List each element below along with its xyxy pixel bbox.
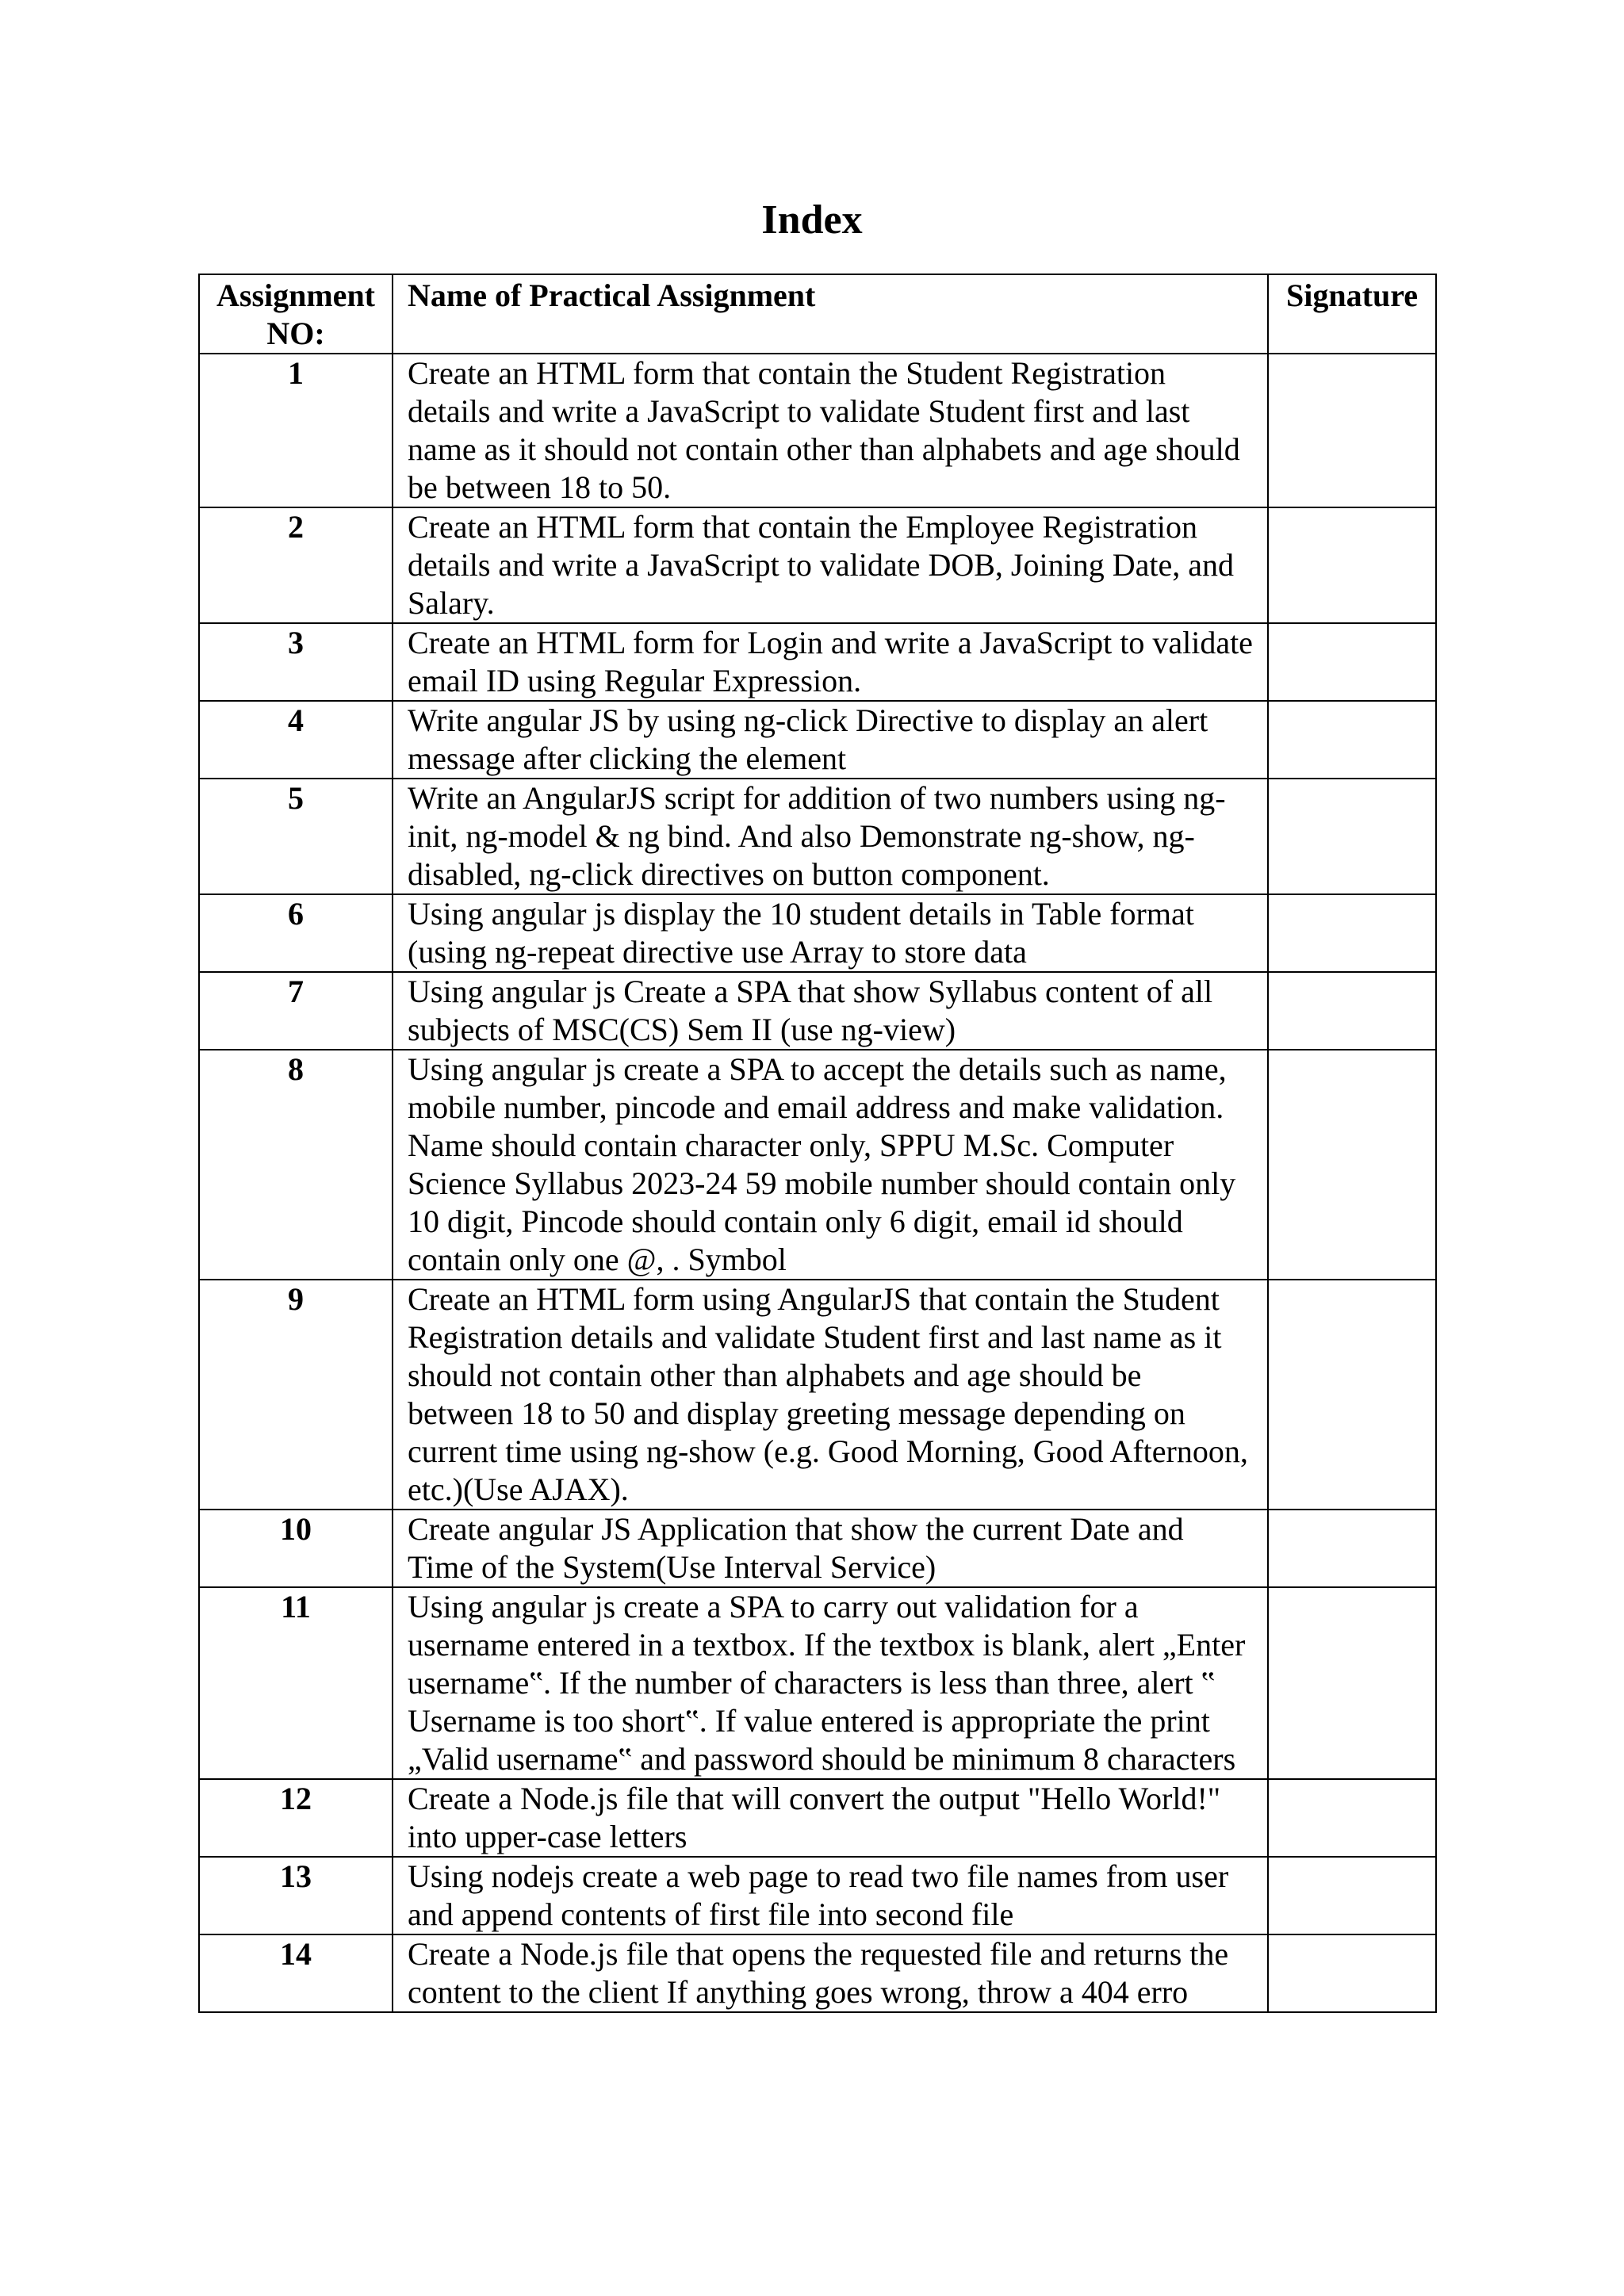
table-row [199,507,1436,623]
page-title: Index [761,197,863,243]
table-row [199,1050,1436,1280]
assignment-name: Using angular js display the 10 student details in Table format (using ng-repeat directive use Array to store data [393,894,1268,972]
assignment-name: Using nodejs create a web page to read two file names from user and append contents of first file into second file [393,1857,1268,1934]
signature-cell [1268,354,1436,507]
assignment-name: Create a Node.js file that opens the requested file and returns the content to the client If anything goes wrong, throw a 404 erro [393,1934,1268,2012]
signature-cell [1268,1510,1436,1587]
signature-cell [1268,1050,1436,1280]
signature-cell [1268,779,1436,894]
header-assignment-no: Assignment NO: [199,274,393,354]
signature-cell [1268,1779,1436,1857]
table-row [199,623,1436,701]
table-row [199,1587,1436,1779]
signature-cell [1268,1857,1436,1934]
table-row [199,779,1436,894]
table-row [199,1934,1436,2012]
table-row [199,1280,1436,1510]
assignment-number: 5 [199,779,393,894]
assignment-name: Create an HTML form using AngularJS that contain the Student Registration details and validate Student first and last name as it should not contain other than alphabets and age should be between 18 to 50 and display greeting message depending on current time using ng-show (e.g. Good Morning, Good Afternoon, etc.)(Use AJAX). [393,1280,1268,1510]
table-row [199,354,1436,507]
assignment-name: Write an AngularJS script for addition of two numbers using ng-init, ng-model & ng bind. And also Demonstrate ng-show, ng-disabled, ng-click directives on button component. [393,779,1268,894]
table-row [199,1510,1436,1587]
assignment-name: Create an HTML form that contain the Employee Registration details and write a JavaScript to validate DOB, Joining Date, and Salary. [393,507,1268,623]
table-row [199,894,1436,972]
assignment-number: 2 [199,507,393,623]
assignment-number: 4 [199,701,393,779]
assignment-name: Create a Node.js file that will convert the output "Hello World!" into upper-case letters [393,1779,1268,1857]
assignment-number: 13 [199,1857,393,1934]
assignment-name: Using angular js Create a SPA that show Syllabus content of all subjects of MSC(CS) Sem II (use ng-view) [393,972,1268,1050]
assignment-number: 7 [199,972,393,1050]
assignment-name: Using angular js create a SPA to accept the details such as name, mobile number, pincode and email address and make validation. Name should contain character only, SPPU M.Sc. Computer Science Syllabus 2023-24 59 mobile number should contain only 10 digit, Pincode should contain only 6 digit, email id should contain only one @, . Symbol [393,1050,1268,1280]
assignment-number: 3 [199,623,393,701]
assignment-number: 1 [199,354,393,507]
assignment-number: 11 [199,1587,393,1779]
signature-cell [1268,894,1436,972]
signature-cell [1268,1587,1436,1779]
signature-cell [1268,972,1436,1050]
assignment-number: 8 [199,1050,393,1280]
table-row [199,1779,1436,1857]
signature-cell [1268,1280,1436,1510]
assignment-name: Create an HTML form that contain the Student Registration details and write a JavaScript to validate Student first and last name as it should not contain other than alphabets and age should be between 18 to 50. [393,354,1268,507]
assignment-number: 10 [199,1510,393,1587]
assignment-number: 14 [199,1934,393,2012]
assignment-name: Create angular JS Application that show the current Date and Time of the System(Use Interval Service) [393,1510,1268,1587]
table-row [199,1857,1436,1934]
header-practical-name: Name of Practical Assignment [393,274,1268,354]
assignment-number: 6 [199,894,393,972]
assignment-index-table [198,274,1437,2013]
assignment-name: Using angular js create a SPA to carry out validation for a username entered in a textbox. If the textbox is blank, alert „Enter username‟. If the number of characters is less than three, alert ‟ Username is too short‟. If value entered is appropriate the print „Valid username‟ and password should be minimum 8 characters [393,1587,1268,1779]
assignment-name: Create an HTML form for Login and write a JavaScript to validate email ID using Regular Expression. [393,623,1268,701]
assignment-number: 12 [199,1779,393,1857]
table-row [199,972,1436,1050]
signature-cell [1268,1934,1436,2012]
header-signature: Signature [1268,274,1436,354]
assignment-name: Write angular JS by using ng-click Directive to display an alert message after clicking the element [393,701,1268,779]
table-row [199,701,1436,779]
signature-cell [1268,623,1436,701]
assignment-number: 9 [199,1280,393,1510]
signature-cell [1268,701,1436,779]
signature-cell [1268,507,1436,623]
table-header-row [199,274,1436,354]
